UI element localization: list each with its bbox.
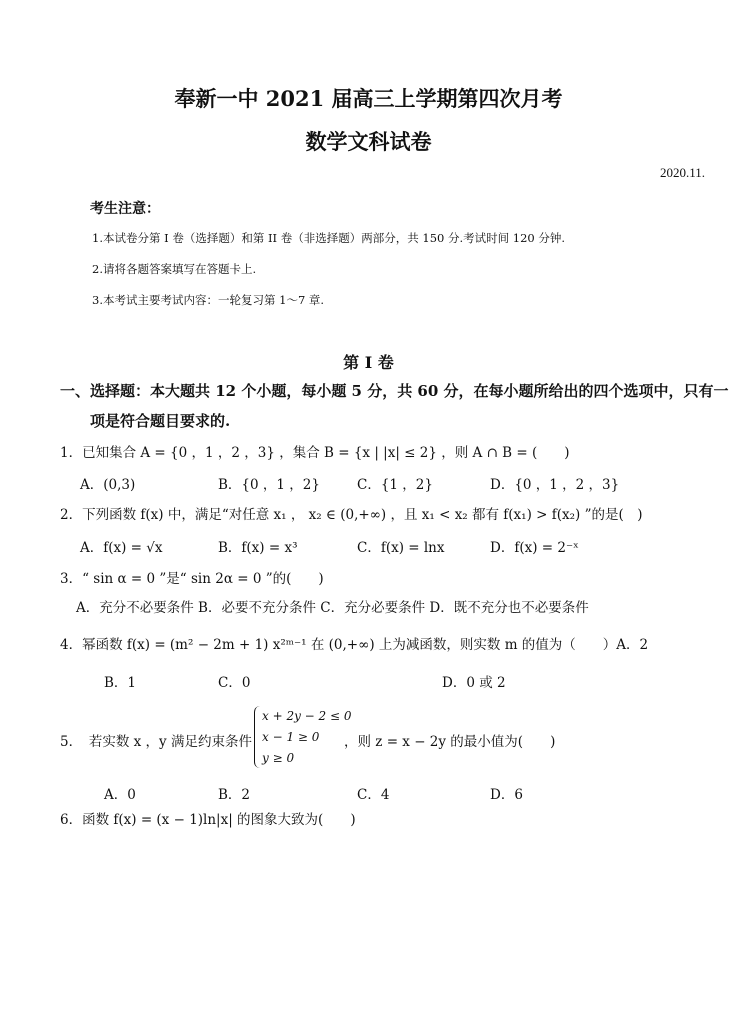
constraint-1: x + 2y − 2 ≤ 0 xyxy=(262,709,352,723)
question-2-option-a: A．f(x) = √x xyxy=(80,540,163,556)
question-5-stem-suffix: ，则 z = x − 2y 的最小值为( ) xyxy=(344,734,556,750)
question-5-stem-prefix: 5． 若实数 x ，y 满足约束条件 xyxy=(60,734,252,750)
constraint-brace xyxy=(254,706,261,768)
volume-heading: 第 I 卷 xyxy=(343,353,394,372)
question-5-option-c: C．4 xyxy=(357,787,390,803)
exam-title: 奉新一中 2021 届高三上学期第四次月考 xyxy=(174,86,563,111)
question-4-stem: 4．幂函数 f(x) = (m² − 2m + 1) x²ᵐ⁻¹ 在 (0,+∞) 上为减函数，则实数 m 的值为（ ）A．2 xyxy=(60,637,649,653)
notice-item-2: 2.请将各题答案填写在答题卡上. xyxy=(92,262,257,276)
question-1-option-d: D．{0 ，1 ，2 ，3} xyxy=(490,477,620,493)
question-5-option-a: A．0 xyxy=(104,787,136,803)
notice-title: 考生注意： xyxy=(90,201,160,217)
question-2-option-b: B．f(x) = x³ xyxy=(218,540,298,556)
question-2-option-d: D．f(x) = 2⁻ˣ xyxy=(490,540,579,556)
constraint-3: y ≥ 0 xyxy=(262,751,295,765)
question-5-option-b: B．2 xyxy=(218,787,251,803)
question-3-stem: 3．“ sin α = 0 ”是“ sin 2α = 0 ”的( ) xyxy=(60,571,324,587)
question-6-stem: 6．函数 f(x) = (x − 1)ln|x| 的图象大致为( ) xyxy=(60,812,356,828)
question-2-stem: 2．下列函数 f(x) 中，满足“对任意 x₁ ， x₂ ∈ (0,+∞) ，且 x₁ < x₂ 都有 f(x₁) > f(x₂) ”的是( ) xyxy=(60,507,643,523)
question-4-option-b: B．1 xyxy=(104,675,137,691)
exam-subtitle: 数学文科试卷 xyxy=(305,129,432,154)
question-1-option-c: C．{1 ，2} xyxy=(357,477,433,493)
question-4-option-d: D．0 或 2 xyxy=(442,675,506,691)
section-heading-line1: 一、选择题：本大题共 12 个小题，每小题 5 分，共 60 分，在每小题所给出的四个选项中，只有一 xyxy=(60,382,729,400)
question-3-options: A．充分不必要条件 B．必要不充分条件 C．充分必要条件 D．既不充分也不必要条件 xyxy=(76,600,589,616)
question-2-option-c: C．f(x) = lnx xyxy=(357,540,445,556)
constraint-2: x − 1 ≥ 0 xyxy=(262,730,320,744)
question-1-option-a: A．(0,3) xyxy=(80,477,136,493)
section-heading-line2: 项是符合题目要求的. xyxy=(90,412,231,430)
question-5-option-d: D．6 xyxy=(490,787,523,803)
question-1-option-b: B．{0 ，1 ，2} xyxy=(218,477,320,493)
exam-date: 2020.11. xyxy=(659,165,705,180)
notice-item-1: 1.本试卷分第 I 卷（选择题）和第 II 卷（非选择题）两部分，共 150 分.考试时间 120 分钟. xyxy=(92,231,566,245)
question-1-stem: 1．已知集合 A = {0 ，1 ，2 ，3} ，集合 B = {x | |x| ≤ 2} ，则 A ∩ B = ( ) xyxy=(60,445,570,461)
question-4-option-c: C．0 xyxy=(218,675,251,691)
notice-item-3: 3.本考试主要考试内容：一轮复习第 1～7 章. xyxy=(92,293,325,307)
